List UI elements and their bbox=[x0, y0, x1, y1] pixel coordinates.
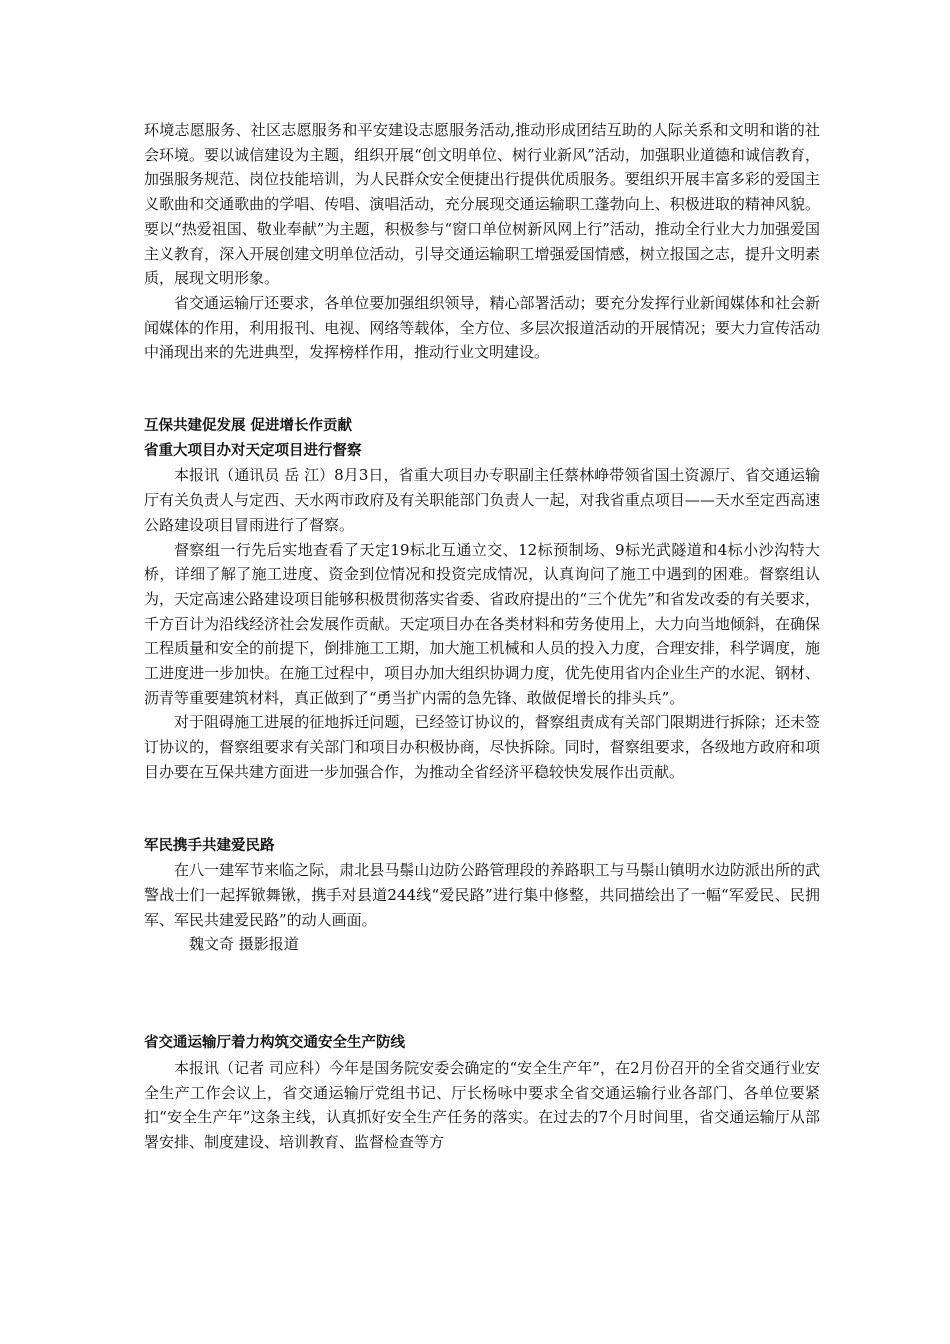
article2-paragraph-2: 督察组一行先后实地查看了天定19标北互通立交、12标预制场、9标光武隧道和4标小沙沟特大桥，详细了解了施工进度、资金到位情况和投资完成情况，认真询问了施工中遇到的困难。督察组认为，天定高速公路建设项目能够积极贯彻落实省委、省政府提出的“三个优先”和省发改委的有关要求，千方百计为沿线经济社会发展作贡献。天定项目办在各类材料和劳务使用上，大力向当地倾斜，在确保工程质量和安全的前提下，倒排施工工期，加大施工机械和人员的投入力度，合理安排，科学调度，施工进度进一步加快。在施工过程中，项目办加大组织协调力度，优先使用省内企业生产的水泥、钢材、沥青等重要建筑材料，真正做到了“勇当扩内需的急先锋、敢做促增长的排头兵”。 bbox=[144, 540, 820, 707]
article4-paragraph-1: 本报讯（记者 司应科）今年是国务院安委会确定的“安全生产年”，在2月份召开的全省交通行业安全生产工作会议上，省交通运输厅党组书记、厅长杨咏中要求全省交通运输行业各部门、各单位要紧扣“安全生产年”这条主线，认真抓好安全生产任务的落实。在过去的7个月时间里，省交通运输厅从部署安排、制度建设、培训教育、监督检查等方 bbox=[144, 1058, 820, 1151]
article3-paragraph-1: 在八一建军节来临之际，肃北县马鬃山边防公路管理段的养路职工与马鬃山镇明水边防派出所的武警战士们一起挥锨舞锹，携手对县道244线“爱民路”进行集中修整，共同描绘出了一幅“军爱民、民拥军、军民共建爱民路”的动人画面。 bbox=[144, 861, 820, 929]
document-page bbox=[144, 118, 820, 1155]
article4-title: 省交通运输厅着力构筑交通安全生产防线 bbox=[144, 1035, 405, 1052]
article2-paragraph-1: 本报讯（通讯员 岳 江）8月3日，省重大项目办专职副主任蔡林峥带领省国土资源厅、省交通运输厅有关负责人与定西、天水两市政府及有关职能部门负责人一起，对我省重点项目——天水至定西高速公路建设项目冒雨进行了督察。 bbox=[144, 466, 820, 534]
article1-paragraph-1: 环境志愿服务、社区志愿服务和平安建设志愿服务活动,推动形成团结互助的人际关系和文明和谐的社会环境。要以诚信建设为主题，组织开展“创文明单位、树行业新风”活动，加强职业道德和诚信教育，加强服务规范、岗位技能培训，为人民群众安全便捷出行提供优质服务。要组织开展丰富多彩的爱国主义歌曲和交通歌曲的学唱、传唱、演唱活动，充分展现交通运输职工蓬勃向上、积极进取的精神风貌。要以“热爱祖国、敬业奉献”为主题，积极参与“窗口单位树新风网上行”活动，推动全行业大力加强爱国主义教育，深入开展创建文明单位活动，引导交通运输职工增强爱国情感，树立报国之志，提升文明素质，展现文明形象。 bbox=[144, 121, 820, 288]
article3-title: 军民携手共建爱民路 bbox=[144, 837, 275, 854]
article2-title-line1: 互保共建促发展 促进增长作贡献 bbox=[144, 418, 353, 435]
article1-paragraph-2: 省交通运输厅还要求，各单位要加强组织领导，精心部署活动；要充分发挥行业新闻媒体和社会新闻媒体的作用，利用报刊、电视、网络等载体，全方位、多层次报道活动的开展情况；要大力宣传活动中涌现出来的先进典型，发挥榜样作用，推动行业文明建设。 bbox=[144, 293, 820, 362]
article2-title-line2: 省重大项目办对天定项目进行督察 bbox=[144, 442, 362, 459]
section-spacer bbox=[144, 957, 820, 1031]
section-spacer bbox=[144, 785, 820, 834]
article2-paragraph-3: 对于阻碍施工进展的征地拆迁问题，已经签订协议的，督察组责成有关部门限期进行拆除；还未签订协议的，督察组要求有关部门和项目办积极协商，尽快拆除。同时，督察组要求，各级地方政府和项目办要在互保共建方面进一步加强合作，为推动全省经济平稳较快发展作出贡献。 bbox=[144, 713, 820, 781]
section-spacer bbox=[144, 365, 820, 414]
article3-byline: 魏文奇 摄影报道 bbox=[189, 935, 299, 954]
